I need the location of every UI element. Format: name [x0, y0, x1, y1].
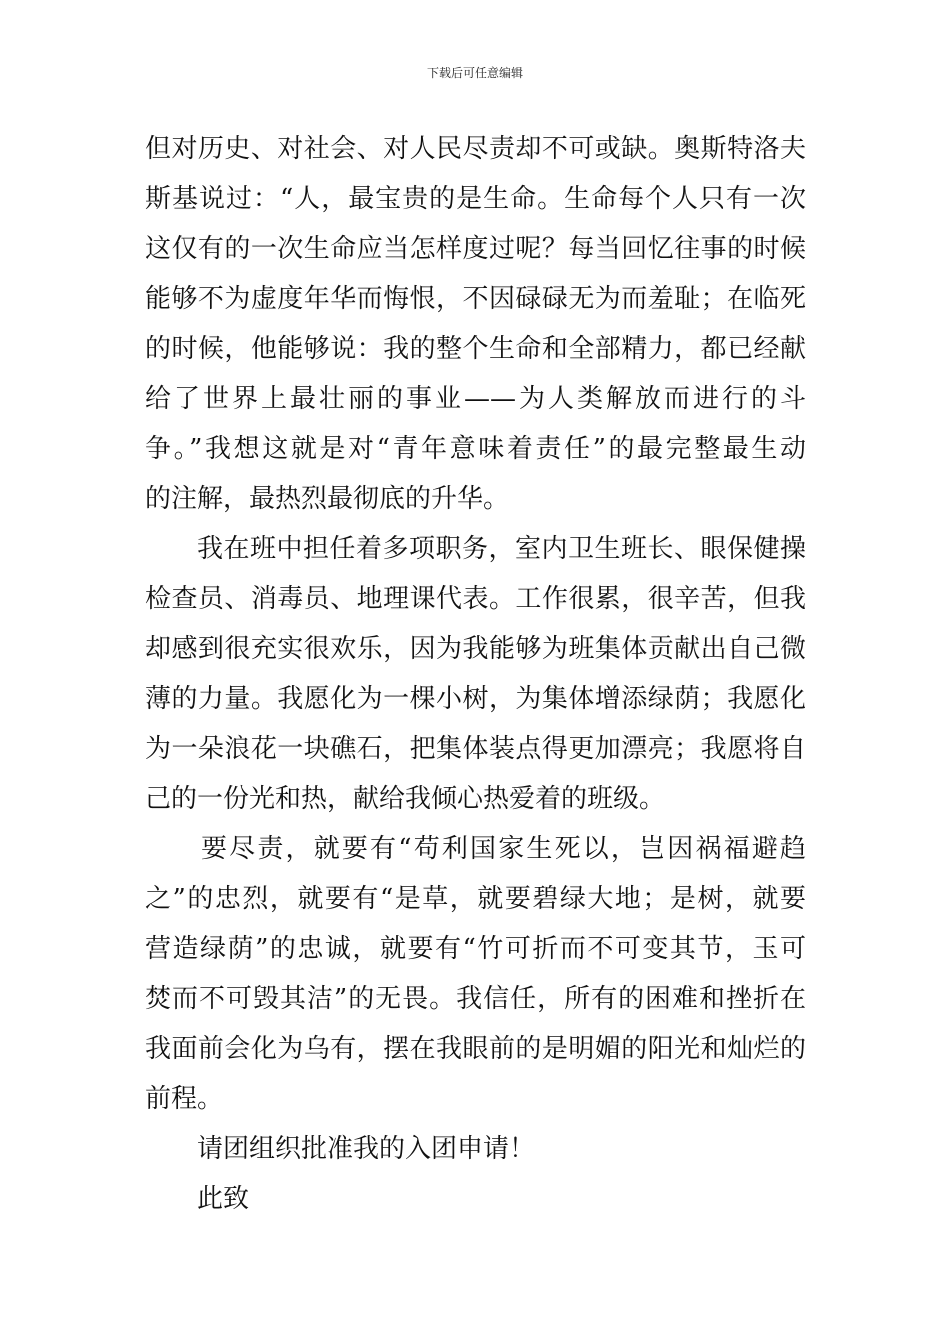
text-line: 要尽责，就要有“苟利国家生死以，岂因祸福避趋: [201, 834, 806, 864]
text-line: 但对历史、对社会、对人民尽责却不可或缺。奥斯特洛夫: [145, 134, 806, 164]
text-line: 焚而不可毁其洁”的无畏。我信任，所有的困难和挫折在: [145, 984, 806, 1014]
text-line: 检查员、消毒员、地理课代表。工作很累，很辛苦，但我: [145, 584, 806, 614]
text-line: 前程。: [145, 1084, 224, 1114]
text-line: 我面前会化为乌有，摆在我眼前的是明媚的阳光和灿烂的: [145, 1034, 806, 1064]
text-line: 这仅有的一次生命应当怎样度过呢？每当回忆往事的时候: [145, 234, 806, 264]
text-line: 己的一份光和热，献给我倾心热爱着的班级。: [145, 784, 666, 814]
body-text: [145, 124, 806, 1224]
page-header: 下载后可任意编辑: [426, 66, 523, 80]
text-line: 请团组织批准我的入团申请！: [197, 1134, 536, 1164]
text-line: 却感到很充实很欢乐，因为我能够为班集体贡献出自己微: [145, 634, 806, 664]
text-line: 我在班中担任着多项职务，室内卫生班长、眼保健操: [197, 534, 806, 564]
text-line: 给了世界上最壮丽的事业——为人类解放而进行的斗: [145, 384, 806, 414]
text-line: 的注解，最热烈最彻底的升华。: [145, 484, 510, 514]
text-line: 争。”我想这就是对“青年意味着责任”的最完整最生动: [145, 434, 806, 464]
text-line: 之”的忠烈，就要有“是草，就要碧绿大地；是树，就要: [145, 884, 806, 914]
text-line: 的时候，他能够说：我的整个生命和全部精力，都已经献: [145, 334, 806, 364]
text-line: 薄的力量。我愿化为一棵小树，为集体增添绿荫；我愿化: [145, 684, 806, 714]
text-line: 营造绿荫”的忠诚，就要有“竹可折而不可变其节，玉可: [145, 934, 806, 964]
text-line: 为一朵浪花一块礁石，把集体装点得更加漂亮；我愿将自: [145, 734, 806, 764]
text-line: 斯基说过：“人，最宝贵的是生命。生命每个人只有一次: [145, 184, 806, 214]
text-line: 能够不为虚度年华而悔恨，不因碌碌无为而羞耻；在临死: [145, 284, 806, 314]
text-line: 此致: [197, 1184, 250, 1214]
